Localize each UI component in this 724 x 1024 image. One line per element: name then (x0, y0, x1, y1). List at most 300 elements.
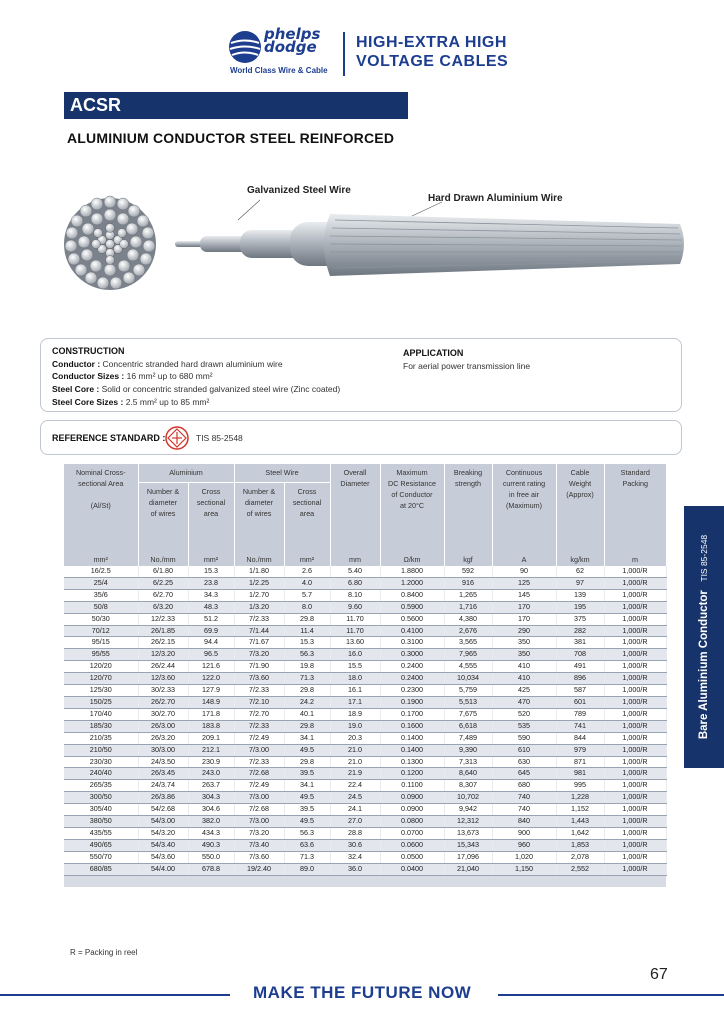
table-cell: 6/1.80 (138, 566, 188, 577)
table-cell: 7/2.33 (234, 685, 284, 697)
side-tab-title: Bare Aluminium Conductor (698, 590, 710, 740)
table-cell: 15.3 (284, 637, 330, 649)
application-title: APPLICATION (403, 348, 464, 358)
header-current-line4: (Maximum) (506, 501, 542, 510)
table-cell: 170 (492, 613, 556, 625)
table-cell: 26/3.20 (138, 732, 188, 744)
table-row (64, 780, 666, 792)
table-cell: 1,000/R (604, 637, 666, 649)
conductor-sizes-value: 16 mm² up to 680 mm² (126, 371, 213, 381)
table-cell: 22.4 (330, 780, 380, 792)
product-full-name: ALUMINIUM CONDUCTOR STEEL REINFORCED (67, 130, 395, 146)
table-cell: 7/1.44 (234, 625, 284, 637)
table-cell: 11.70 (330, 613, 380, 625)
table-cell: 56.3 (284, 827, 330, 839)
footer-rule-right (498, 994, 724, 996)
table-row (64, 613, 666, 625)
footer-slogan: MAKE THE FUTURE NOW (253, 983, 472, 1002)
table-cell: 7/3.60 (234, 673, 284, 685)
application-text: For aerial power transmission line (403, 361, 531, 371)
table-cell: 7/2.33 (234, 720, 284, 732)
table-cell: 1,000/R (604, 601, 666, 613)
table-cell: 0.0500 (380, 851, 444, 863)
table-cell: 125/30 (64, 685, 138, 697)
table-cell: 171.8 (188, 708, 234, 720)
table-cell: 844 (556, 732, 604, 744)
table-cell: 630 (492, 756, 556, 768)
header-al-nd-line1: Number & (146, 486, 180, 496)
side-tab-text (684, 506, 724, 768)
header-cable-weight (556, 464, 604, 550)
table-row (64, 732, 666, 744)
table-cell: 410 (492, 673, 556, 685)
spec-table-body (64, 566, 666, 875)
brand-name-line1: phelps (264, 25, 321, 43)
table-cell: 1,020 (492, 851, 556, 863)
table-cell: 97 (556, 577, 604, 589)
table-cell: 1,000/R (604, 661, 666, 673)
table-cell: 15.3 (188, 566, 234, 577)
table-cell: 1/2.70 (234, 589, 284, 601)
table-cell: 7/2.33 (234, 613, 284, 625)
table-cell: 425 (492, 685, 556, 697)
reference-label: REFERENCE STANDARD : (52, 433, 166, 443)
table-cell: 21.0 (330, 744, 380, 756)
table-cell: 434.3 (188, 827, 234, 839)
table-cell: 1,000/R (604, 744, 666, 756)
table-cell: 680/85 (64, 863, 138, 875)
table-cell: 7,489 (444, 732, 492, 744)
table-cell: 150/25 (64, 696, 138, 708)
conductor-sizes-line (52, 371, 213, 381)
header-weight-line3: (Approx) (566, 490, 594, 499)
table-cell: 7/2.49 (234, 732, 284, 744)
table-row (64, 673, 666, 685)
table-row (64, 792, 666, 804)
table-cell: 21.9 (330, 768, 380, 780)
table-cell: 24.5 (330, 792, 380, 804)
header-maxdc-line2: DC Resistance (388, 479, 436, 488)
table-cell: 304.3 (188, 792, 234, 804)
table-cell: 16.0 (330, 649, 380, 661)
header-max-dc-resistance (380, 464, 444, 550)
table-cell: 145 (492, 589, 556, 601)
table-cell: 381 (556, 637, 604, 649)
header-divider (343, 32, 345, 76)
table-cell: 0.8400 (380, 589, 444, 601)
table-cell: 1,000/R (604, 792, 666, 804)
table-cell: 840 (492, 816, 556, 828)
table-row (64, 720, 666, 732)
callout-steel-wire: Galvanized Steel Wire (247, 185, 351, 196)
table-cell: 7/1.67 (234, 637, 284, 649)
table-cell: 2,552 (556, 863, 604, 875)
table-cell: 7/3.40 (234, 839, 284, 851)
table-cell: 1,000/R (604, 732, 666, 744)
table-cell: 0.1400 (380, 744, 444, 756)
table-cell: 491 (556, 661, 604, 673)
table-cell: 6/3.20 (138, 601, 188, 613)
table-cell: 3,565 (444, 637, 492, 649)
table-cell: 28.8 (330, 827, 380, 839)
table-cell: 490.3 (188, 839, 234, 851)
table-cell: 120/70 (64, 673, 138, 685)
header-weight-line1: Cable (570, 468, 590, 477)
table-cell: 7/2.49 (234, 780, 284, 792)
table-cell: 71.3 (284, 851, 330, 863)
table-cell: 1,716 (444, 601, 492, 613)
table-cell: 1,000/R (604, 566, 666, 577)
table-cell: 0.3000 (380, 649, 444, 661)
table-cell: 26/3.86 (138, 792, 188, 804)
table-cell: 708 (556, 649, 604, 661)
table-cell: 209.1 (188, 732, 234, 744)
table-cell: 34.1 (284, 732, 330, 744)
header-title-line1: HIGH-EXTRA HIGH (356, 34, 507, 51)
table-row (64, 827, 666, 839)
steel-core-sizes-line (52, 397, 209, 407)
table-cell: 0.5600 (380, 613, 444, 625)
footer-rule-left (0, 994, 230, 996)
unit-cell: No./mm (138, 550, 188, 566)
table-cell: 9,390 (444, 744, 492, 756)
table-cell: 979 (556, 744, 604, 756)
table-cell: 63.6 (284, 839, 330, 851)
table-cell: 741 (556, 720, 604, 732)
table-cell: 210/50 (64, 744, 138, 756)
table-cell: 24/3.74 (138, 780, 188, 792)
header-al-cs-line3: area (203, 508, 219, 518)
table-cell: 1,000/R (604, 673, 666, 685)
table-cell: 230.9 (188, 756, 234, 768)
table-cell: 1/3.20 (234, 601, 284, 613)
header-aluminium: Aluminium (138, 464, 234, 482)
table-cell: 24.1 (330, 804, 380, 816)
table-cell: 0.1100 (380, 780, 444, 792)
header-al-cross-section (188, 482, 234, 550)
table-cell: 9.60 (330, 601, 380, 613)
table-cell: 12/3.20 (138, 649, 188, 661)
table-cell: 265/35 (64, 780, 138, 792)
table-cell: 21.0 (330, 756, 380, 768)
units-row (64, 550, 666, 566)
table-cell: 7/2.70 (234, 708, 284, 720)
table-cell: 240/40 (64, 768, 138, 780)
table-cell: 535 (492, 720, 556, 732)
table-cell: 7,313 (444, 756, 492, 768)
spec-table (64, 464, 667, 876)
table-cell: 1,000/R (604, 863, 666, 875)
header-breaking-line2: strength (455, 479, 481, 488)
table-cell: 7/1.90 (234, 661, 284, 673)
table-cell: 1,000/R (604, 756, 666, 768)
cable-side-view (175, 200, 684, 276)
table-cell: 550.0 (188, 851, 234, 863)
table-cell: 0.0900 (380, 804, 444, 816)
table-row (64, 696, 666, 708)
table-cell: 170/40 (64, 708, 138, 720)
table-cell: 18.0 (330, 673, 380, 685)
table-cell: 0.2300 (380, 685, 444, 697)
table-cell: 1,265 (444, 589, 492, 601)
unit-cell: m (604, 550, 666, 566)
table-cell: 0.2400 (380, 661, 444, 673)
table-cell: 0.3100 (380, 637, 444, 649)
table-cell: 1/2.25 (234, 577, 284, 589)
table-cell: 148.9 (188, 696, 234, 708)
table-cell: 7/2.68 (234, 768, 284, 780)
header-maxdc-line3: of Conductor (391, 490, 433, 499)
table-cell: 7/3.00 (234, 816, 284, 828)
table-cell: 54/4.00 (138, 863, 188, 875)
unit-cell: kgf (444, 550, 492, 566)
table-cell: 0.1400 (380, 732, 444, 744)
table-cell: 0.1900 (380, 696, 444, 708)
table-cell: 21,040 (444, 863, 492, 875)
steel-core-label: Steel Core : (52, 384, 100, 394)
table-cell: 26/2.15 (138, 637, 188, 649)
table-cell: 26/2.70 (138, 696, 188, 708)
table-cell: 23.8 (188, 577, 234, 589)
header-title-line2: VOLTAGE CABLES (356, 53, 509, 70)
page-number: 67 (650, 966, 668, 983)
table-cell: 916 (444, 577, 492, 589)
table-cell: 382.0 (188, 816, 234, 828)
header-current-rating (492, 464, 556, 550)
table-cell: 0.1700 (380, 708, 444, 720)
header-packing-line1: Standard (620, 468, 650, 477)
table-cell: 48.3 (188, 601, 234, 613)
table-cell: 1,000/R (604, 839, 666, 851)
header-maxdc-line1: Maximum (396, 468, 428, 477)
table-cell: 26/3.00 (138, 720, 188, 732)
table-cell: 54/3.40 (138, 839, 188, 851)
table-cell: 54/2.68 (138, 804, 188, 816)
table-cell: 6/2.70 (138, 589, 188, 601)
table-cell: 50/30 (64, 613, 138, 625)
table-cell: 19/2.40 (234, 863, 284, 875)
table-cell: 1,000/R (604, 696, 666, 708)
table-cell: 54/3.20 (138, 827, 188, 839)
table-cell: 30/2.33 (138, 685, 188, 697)
table-cell: 871 (556, 756, 604, 768)
table-cell: 212.1 (188, 744, 234, 756)
table-cell: 39.5 (284, 804, 330, 816)
table-cell: 34.3 (188, 589, 234, 601)
table-cell: 1,000/R (604, 625, 666, 637)
table-cell: 7/3.60 (234, 851, 284, 863)
header-al-nd-line2: diameter (149, 497, 177, 507)
unit-cell: A (492, 550, 556, 566)
table-cell: 70/12 (64, 625, 138, 637)
table-cell: 40.1 (284, 708, 330, 720)
table-cell: 16.1 (330, 685, 380, 697)
table-cell: 24/3.50 (138, 756, 188, 768)
table-cell: 981 (556, 768, 604, 780)
table-cell: 95/15 (64, 637, 138, 649)
table-cell: 27.0 (330, 816, 380, 828)
brand-name (264, 25, 321, 56)
table-cell: 0.1300 (380, 756, 444, 768)
table-cell: 470 (492, 696, 556, 708)
table-cell: 1,443 (556, 816, 604, 828)
table-cell: 7/2.68 (234, 804, 284, 816)
header-st-nd-line3: of wires (246, 508, 272, 518)
table-cell: 9,942 (444, 804, 492, 816)
table-cell: 26/3.45 (138, 768, 188, 780)
header-al-nd-line3: of wires (150, 508, 176, 518)
table-cell: 1,000/R (604, 827, 666, 839)
table-cell: 1,000/R (604, 685, 666, 697)
table-cell: 610 (492, 744, 556, 756)
table-row (64, 804, 666, 816)
table-cell: 11.70 (330, 625, 380, 637)
table-cell: 1,000/R (604, 804, 666, 816)
reference-standard-panel (40, 420, 682, 455)
table-cell: 896 (556, 673, 604, 685)
header-steel-wire: Steel Wire (234, 464, 330, 482)
table-cell: 0.1200 (380, 768, 444, 780)
table-row (64, 637, 666, 649)
table-row (64, 577, 666, 589)
unit-cell: mm (330, 550, 380, 566)
table-cell: 120/20 (64, 661, 138, 673)
table-cell: 12/3.60 (138, 673, 188, 685)
table-cell: 645 (492, 768, 556, 780)
header-st-number-diameter (234, 482, 284, 550)
table-cell: 2,078 (556, 851, 604, 863)
header-nominal-area (64, 464, 138, 550)
table-cell: 8.0 (284, 601, 330, 613)
globe-icon (228, 30, 262, 64)
table-cell: 8,640 (444, 768, 492, 780)
table-cell: 5,513 (444, 696, 492, 708)
table-cell: 1.2000 (380, 577, 444, 589)
table-cell: 127.9 (188, 685, 234, 697)
construction-title: CONSTRUCTION (52, 346, 125, 356)
header-maxdc-line4: at 20°C (399, 501, 425, 510)
table-cell: 587 (556, 685, 604, 697)
header-st-cs-line2: sectional (292, 497, 322, 507)
header-overall-line2: Diameter (340, 479, 370, 488)
table-cell: 39.5 (284, 768, 330, 780)
header-standard-packing (604, 464, 666, 550)
table-cell: 1,000/R (604, 649, 666, 661)
table-cell: 0.1600 (380, 720, 444, 732)
header-weight-line2: Weight (568, 479, 592, 488)
header-st-cs-line3: area (299, 508, 315, 518)
table-cell: 435/55 (64, 827, 138, 839)
header-al-cs-line1: Cross (201, 486, 221, 496)
table-cell: 6,618 (444, 720, 492, 732)
table-cell: 7/2.33 (234, 756, 284, 768)
table-cell: 592 (444, 566, 492, 577)
table-cell: 601 (556, 696, 604, 708)
header-nominal-line3: (Al/St) (90, 501, 111, 510)
table-cell: 90 (492, 566, 556, 577)
table-row (64, 649, 666, 661)
table-cell: 12/2.33 (138, 613, 188, 625)
unit-cell: No./mm (234, 550, 284, 566)
table-cell: 1,150 (492, 863, 556, 875)
table-cell: 2,676 (444, 625, 492, 637)
table-cell: 0.0700 (380, 827, 444, 839)
table-cell: 230/30 (64, 756, 138, 768)
table-cell: 25/4 (64, 577, 138, 589)
table-cell: 12,312 (444, 816, 492, 828)
table-cell: 15.5 (330, 661, 380, 673)
steel-core-sizes-label: Steel Core Sizes : (52, 397, 124, 407)
table-cell: 350 (492, 637, 556, 649)
table-cell: 89.0 (284, 863, 330, 875)
table-cell: 375 (556, 613, 604, 625)
header-breaking-line1: Breaking (453, 468, 483, 477)
table-cell: 170 (492, 601, 556, 613)
table-cell: 49.5 (284, 744, 330, 756)
table-cell: 282 (556, 625, 604, 637)
table-cell: 680 (492, 780, 556, 792)
table-cell: 7/3.00 (234, 744, 284, 756)
table-row (64, 851, 666, 863)
table-cell: 243.0 (188, 768, 234, 780)
table-cell: 304.6 (188, 804, 234, 816)
table-row (64, 756, 666, 768)
table-cell: 56.3 (284, 649, 330, 661)
table-cell: 0.0900 (380, 792, 444, 804)
steel-core-sizes-value: 2.5 mm² up to 85 mm² (125, 397, 210, 407)
header-current-line1: Continuous (505, 468, 543, 477)
side-category-tab (684, 506, 724, 768)
table-cell: 139 (556, 589, 604, 601)
table-cell: 410 (492, 661, 556, 673)
header-overall-diameter (330, 464, 380, 550)
table-cell: 51.2 (188, 613, 234, 625)
side-tab-standard: TIS 85-2548 (699, 534, 709, 582)
table-cell: 54/3.60 (138, 851, 188, 863)
table-cell: 16/2.5 (64, 566, 138, 577)
table-cell: 10,034 (444, 673, 492, 685)
conductor-value: Concentric stranded hard drawn aluminium wire (102, 359, 283, 369)
table-cell: 94.4 (188, 637, 234, 649)
table-cell: 19.0 (330, 720, 380, 732)
table-cell: 380/50 (64, 816, 138, 828)
table-cell: 1.8800 (380, 566, 444, 577)
table-row (64, 768, 666, 780)
table-cell: 96.5 (188, 649, 234, 661)
table-cell: 4,380 (444, 613, 492, 625)
table-row (64, 863, 666, 875)
table-cell: 19.8 (284, 661, 330, 673)
table-cell: 29.8 (284, 756, 330, 768)
table-cell: 5,759 (444, 685, 492, 697)
table-cell: 15,343 (444, 839, 492, 851)
table-cell: 34.1 (284, 780, 330, 792)
unit-cell: kg/km (556, 550, 604, 566)
header-overall-line1: Overall (343, 468, 367, 477)
table-cell: 8.10 (330, 589, 380, 601)
header-st-cross-section (284, 482, 330, 550)
table-cell: 1,000/R (604, 768, 666, 780)
table-cell: 1,853 (556, 839, 604, 851)
table-cell: 0.4100 (380, 625, 444, 637)
table-row (64, 661, 666, 673)
table-cell: 2.6 (284, 566, 330, 577)
table-cell: 0.5900 (380, 601, 444, 613)
table-row (64, 744, 666, 756)
table-cell: 1,000/R (604, 816, 666, 828)
table-cell: 210/35 (64, 732, 138, 744)
table-cell: 520 (492, 708, 556, 720)
